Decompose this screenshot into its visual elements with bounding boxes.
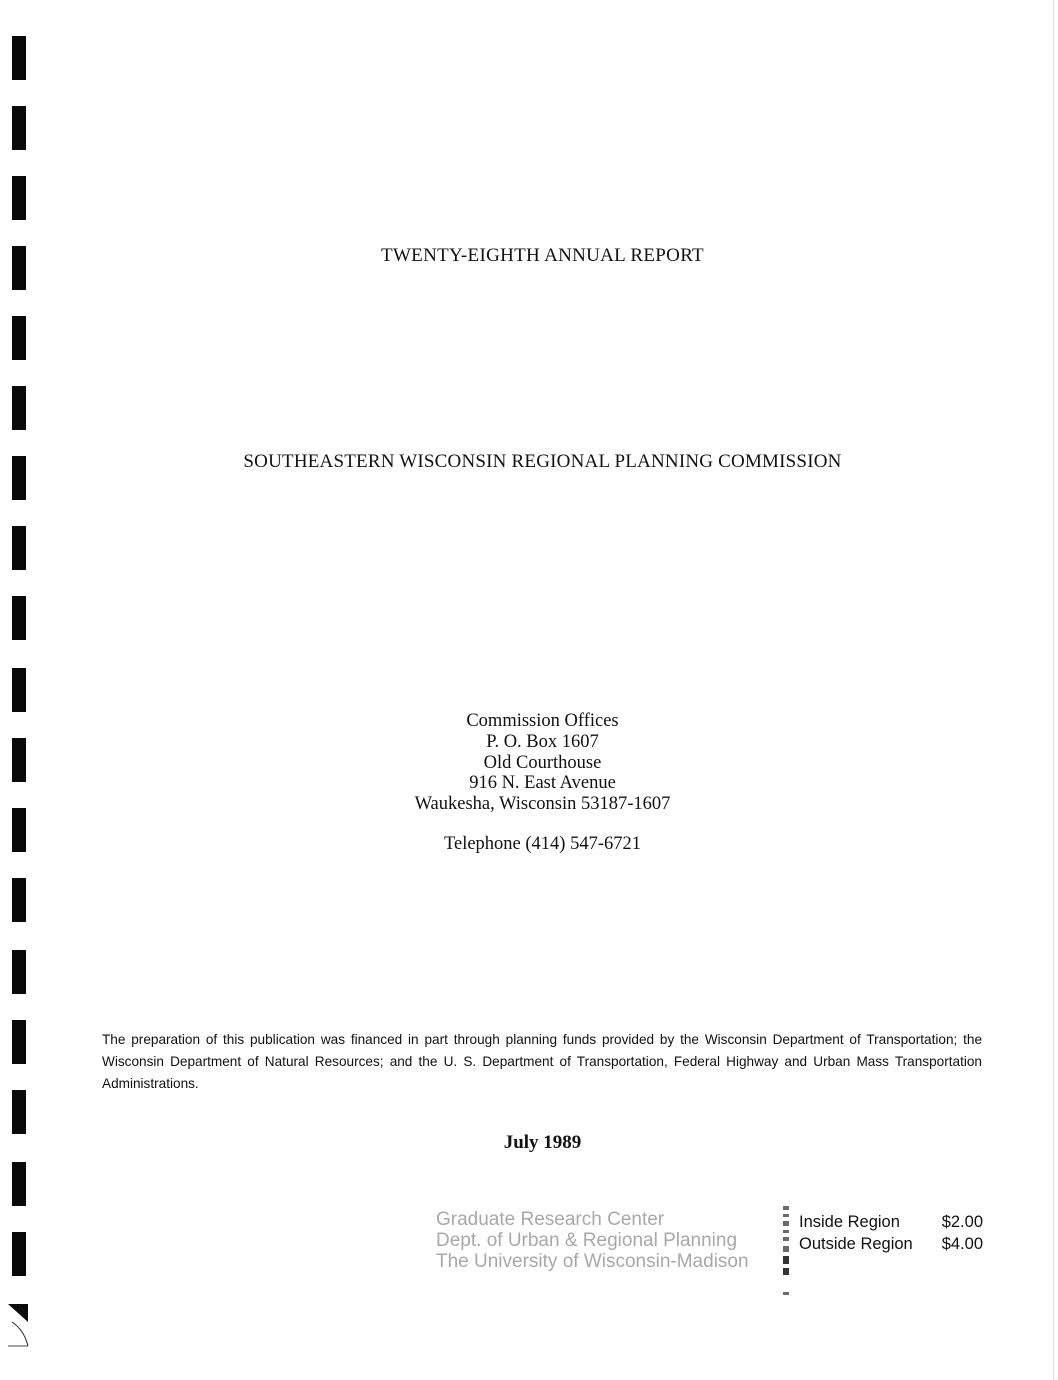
organization-name: SOUTHEASTERN WISCONSIN REGIONAL PLANNING COMMISSION <box>243 451 842 472</box>
price-row <box>799 1211 983 1233</box>
address-line: Waukesha, Wisconsin 53187-1607 <box>414 794 671 815</box>
stamp-line: The University of Wisconsin-Madison <box>436 1251 749 1272</box>
binding-hole <box>12 1090 26 1134</box>
report-title: TWENTY-EIGHTH ANNUAL REPORT <box>381 245 704 266</box>
mailing-address <box>0 711 1058 815</box>
stamp-smudge <box>779 1206 793 1298</box>
stamp-line: Dept. of Urban & Regional Planning <box>436 1230 738 1251</box>
price-list <box>799 1211 983 1255</box>
address-line: Commission Offices <box>466 711 619 731</box>
page-edge <box>1053 0 1054 1380</box>
library-stamp <box>436 1209 776 1272</box>
page-corner-mark <box>6 1300 30 1348</box>
binding-hole <box>12 596 26 640</box>
address-line: 916 N. East Avenue <box>469 773 616 794</box>
publication-date: July 1989 <box>503 1132 582 1153</box>
binding-hole <box>12 36 26 80</box>
binding-hole <box>12 1020 26 1064</box>
binding-hole <box>12 176 26 220</box>
funding-note: The preparation of this publication was financed in part through planning funds provided by the Wisconsin Department of Transportation; the Wisconsin Department of Natural Resources; and the U. S. Department of Transportation, Federal Highway and Urban Mass Transportation Administrations. <box>102 1032 982 1091</box>
binding-hole <box>12 106 26 150</box>
stamp-line: Graduate Research Center <box>436 1209 665 1230</box>
price-row <box>799 1233 983 1255</box>
binding-hole <box>12 1162 26 1206</box>
price-value: $4.00 <box>941 1235 983 1253</box>
binding-hole <box>12 878 26 922</box>
binding-hole <box>12 950 26 994</box>
binding-holes <box>0 0 40 1380</box>
binding-hole <box>12 316 26 360</box>
price-label: Outside Region <box>799 1235 913 1253</box>
price-value: $2.00 <box>941 1213 983 1231</box>
binding-hole <box>12 526 26 570</box>
address-line: Old Courthouse <box>483 752 602 773</box>
price-label: Inside Region <box>799 1213 900 1231</box>
binding-hole <box>12 1232 26 1276</box>
binding-hole <box>12 668 26 712</box>
telephone: Telephone (414) 547-6721 <box>443 834 641 854</box>
binding-hole <box>12 386 26 430</box>
address-line: P. O. Box 1607 <box>486 731 599 752</box>
